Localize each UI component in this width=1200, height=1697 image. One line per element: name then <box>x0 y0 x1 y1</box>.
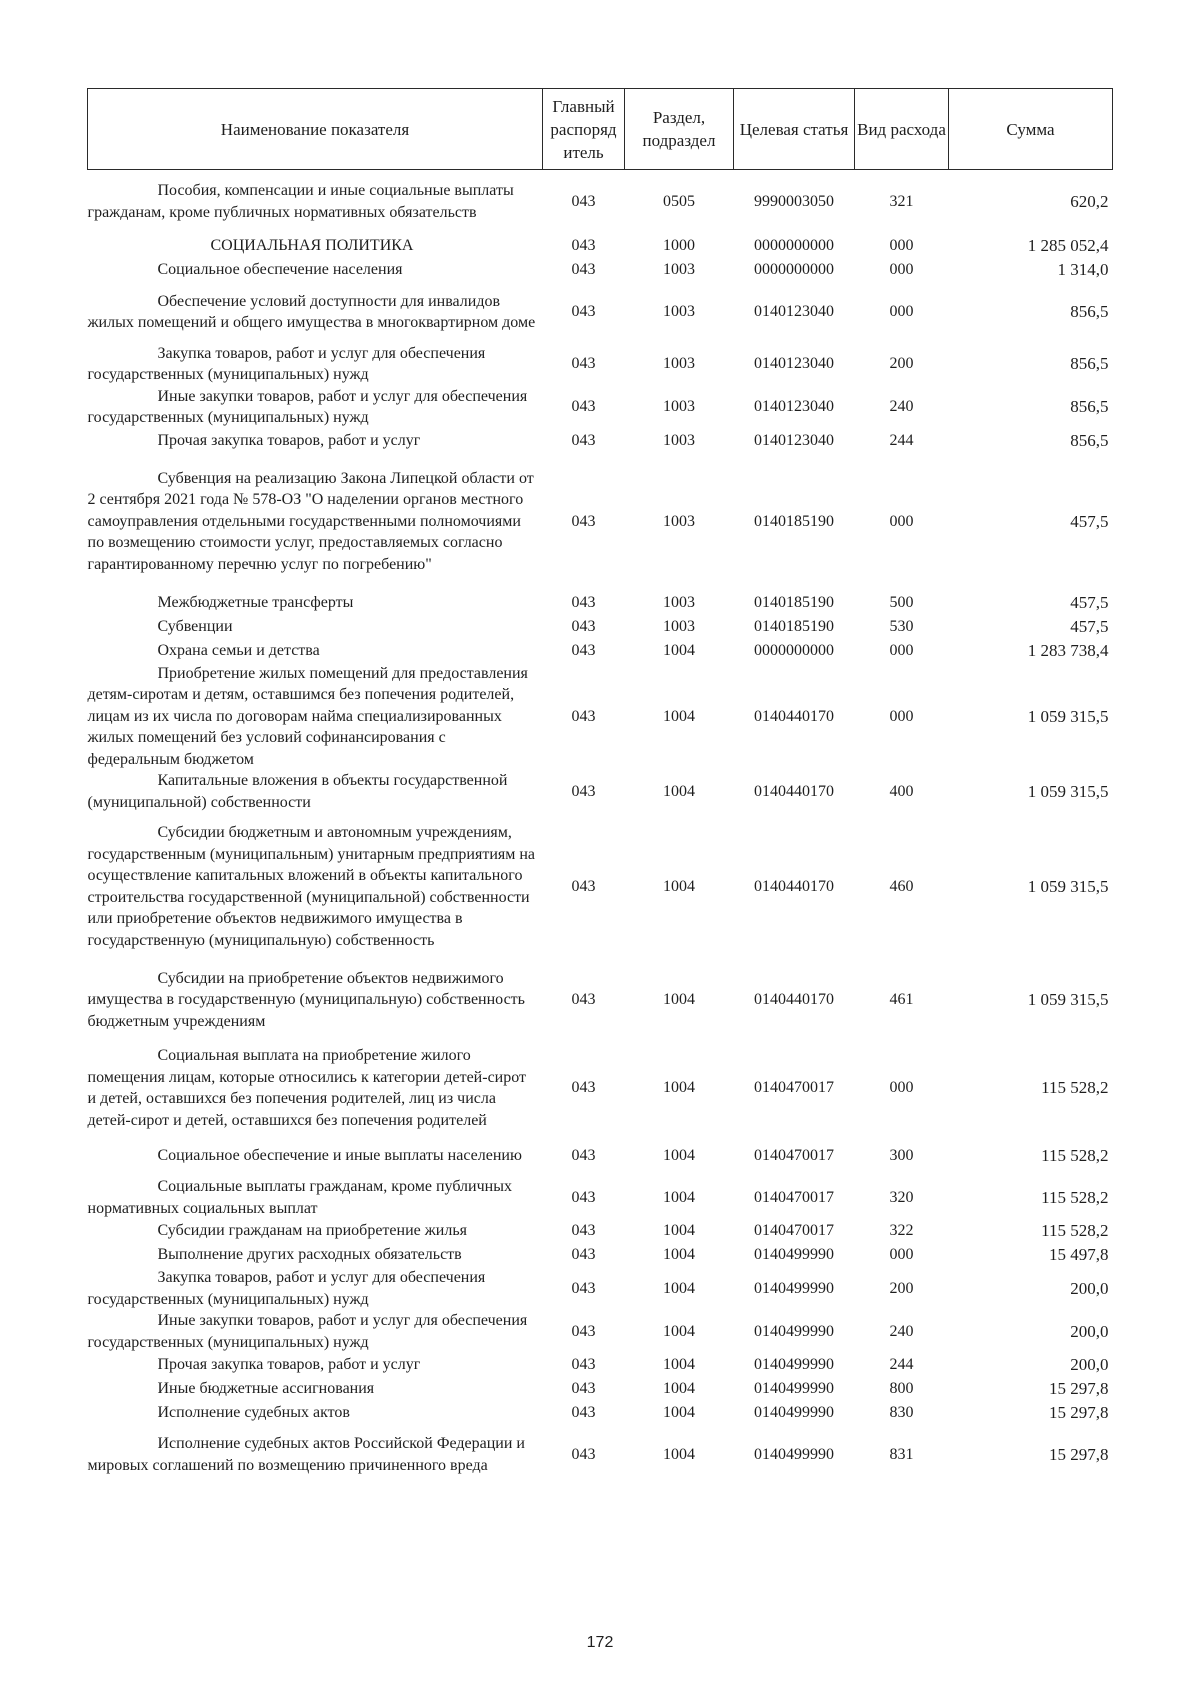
row-expense-kind: 000 <box>889 641 914 659</box>
table-row <box>88 234 1113 258</box>
row-section: 1003 <box>663 512 695 530</box>
table-row <box>88 429 1113 453</box>
row-target-article: 0140499990 <box>754 1404 834 1422</box>
row-grbs: 043 <box>571 1279 596 1297</box>
row-expense-kind: 322 <box>889 1222 914 1240</box>
row-name: Социальная выплата на приобретение жилого помещения лицам, которые относились к категории детей-сирот и детей, оставшихся без попечения родителей, лиц из числа детей-сирот и детей, оставшихся без попечения родителей <box>87 1047 527 1129</box>
row-target-article: 0140440170 <box>754 877 834 895</box>
row-target-article: 0140185190 <box>754 617 834 635</box>
table-row <box>88 258 1113 282</box>
row-name: Обеспечение условий доступности для инвалидов жилых помещений и общего имущества в многоквартирном доме <box>87 292 536 331</box>
row-name: Иные закупки товаров, работ и услуг для обеспечения государственных (муниципальных) нужд <box>87 387 528 426</box>
row-expense-kind: 320 <box>889 1188 914 1206</box>
row-section: 1004 <box>663 707 695 725</box>
table-row <box>88 1310 1113 1353</box>
row-target-article: 0140123040 <box>754 398 834 416</box>
row-sum: 15 297,8 <box>1049 1403 1109 1423</box>
table-row <box>88 1401 1113 1425</box>
header-target: Целевая статья <box>734 89 855 170</box>
row-section: 1004 <box>663 782 695 800</box>
table-row <box>88 282 1113 343</box>
table-row <box>88 1136 1113 1176</box>
row-section: 1004 <box>663 1356 695 1374</box>
row-name: Прочая закупка товаров, работ и услуг <box>157 431 421 449</box>
row-section: 1000 <box>663 236 695 254</box>
row-expense-kind: 000 <box>889 236 914 254</box>
row-target-article: 0140123040 <box>754 431 834 449</box>
row-grbs: 043 <box>571 355 596 373</box>
row-section: 1003 <box>663 431 695 449</box>
row-name: Иные закупки товаров, работ и услуг для обеспечения государственных (муниципальных) нужд <box>87 1312 528 1351</box>
row-name: Субвенция на реализацию Закона Липецкой области от 2 сентября 2021 года № 578-ОЗ "О наделении органов местного самоуправления отдельными государственными полномочиями по возмещению стоимости услуг, предоставляемых согласно гарантированному перечню услуг по погребению" <box>87 469 534 573</box>
row-grbs: 043 <box>571 398 596 416</box>
row-target-article: 0140499990 <box>754 1356 834 1374</box>
row-section: 1003 <box>663 355 695 373</box>
row-name: Субсидии бюджетным и автономным учреждениям, государственным (муниципальным) унитарным предприятиям на осуществление капитальных вложений в объекты капитального строительства государственной (муниципальной) собственности или приобретение объектов недвижимого имущества в государственную (муниципальную) собственность <box>87 824 536 949</box>
row-expense-kind: 000 <box>889 1246 914 1264</box>
row-grbs: 043 <box>571 1147 596 1165</box>
row-name: Иные бюджетные ассигнования <box>157 1380 375 1398</box>
row-sum: 115 528,2 <box>1041 1187 1109 1207</box>
row-expense-kind: 240 <box>889 398 914 416</box>
row-expense-kind: 800 <box>889 1380 914 1398</box>
table-row <box>88 1425 1113 1484</box>
row-section: 1004 <box>663 1445 695 1463</box>
row-target-article: 0140123040 <box>754 355 834 373</box>
row-sum: 1 059 315,5 <box>1027 706 1109 726</box>
row-section: 1004 <box>663 1246 695 1264</box>
row-section: 1004 <box>663 877 695 895</box>
row-target-article: 0000000000 <box>754 641 834 659</box>
row-sum: 115 528,2 <box>1041 1221 1109 1241</box>
row-name: Пособия, компенсации и иные социальные выплаты гражданам, кроме публичных нормативных обязательств <box>87 182 514 221</box>
table-row <box>88 770 1113 813</box>
row-target-article: 0140470017 <box>754 1147 834 1165</box>
header-name: Наименование показателя <box>88 89 543 170</box>
table-row <box>88 1353 1113 1377</box>
row-grbs: 043 <box>571 1380 596 1398</box>
table-row <box>88 343 1113 386</box>
row-grbs: 043 <box>571 236 596 254</box>
row-name: Субсидии на приобретение объектов недвижимого имущества в государственную (муниципальную) собственность бюджетным учреждениям <box>87 969 525 1030</box>
row-expense-kind: 200 <box>889 1279 914 1297</box>
row-name: Прочая закупка товаров, работ и услуг <box>157 1356 421 1374</box>
row-grbs: 043 <box>571 617 596 635</box>
row-expense-kind: 244 <box>889 431 914 449</box>
row-section: 0505 <box>663 193 695 210</box>
header-kind: Вид расхода <box>855 89 949 170</box>
row-expense-kind: 000 <box>889 260 914 278</box>
row-name: Приобретение жилых помещений для предоставления детям-сиротам и детям, оставшимся без попечения родителей, лицам из их числа по договорам найма специализированных жилых помещений без условий софинансирования с федеральным бюджетом <box>87 664 528 768</box>
row-name: Исполнение судебных актов <box>157 1404 350 1422</box>
row-name: Социальное обеспечение населения <box>157 260 403 278</box>
row-expense-kind: 000 <box>889 1079 914 1097</box>
row-section: 1004 <box>663 1188 695 1206</box>
row-sum: 115 528,2 <box>1041 1078 1109 1098</box>
row-expense-kind: 321 <box>889 193 914 210</box>
row-target-article: 0140499990 <box>754 1380 834 1398</box>
row-expense-kind: 000 <box>889 707 914 725</box>
row-sum: 15 497,8 <box>1049 1245 1109 1265</box>
row-grbs: 043 <box>571 1222 596 1240</box>
table-row <box>88 663 1113 771</box>
row-target-article: 0140470017 <box>754 1079 834 1097</box>
row-section: 1004 <box>663 1279 695 1297</box>
row-target-article: 0140185190 <box>754 512 834 530</box>
row-sum: 856,5 <box>1070 430 1109 450</box>
table-row <box>88 960 1113 1040</box>
row-sum: 1 314,0 <box>1057 259 1109 279</box>
table-row <box>88 639 1113 663</box>
table-row <box>88 615 1113 639</box>
row-sum: 457,5 <box>1070 616 1109 636</box>
row-expense-kind: 200 <box>889 355 914 373</box>
row-expense-kind: 400 <box>889 782 914 800</box>
row-name: Исполнение судебных актов Российской Федерации и мировых соглашений по возмещению причиненного вреда <box>87 1435 525 1474</box>
row-section: 1003 <box>663 260 695 278</box>
row-grbs: 043 <box>571 877 596 895</box>
row-sum: 200,0 <box>1070 1355 1109 1375</box>
table-row <box>88 1377 1113 1401</box>
row-expense-kind: 460 <box>889 877 914 895</box>
row-target-article: 0000000000 <box>754 236 834 254</box>
row-section: 1003 <box>663 398 695 416</box>
page-number: 172 <box>586 1634 614 1651</box>
row-sum: 620,2 <box>1070 192 1109 211</box>
row-target-article: 0000000000 <box>754 260 834 278</box>
row-section: 1004 <box>663 1222 695 1240</box>
row-expense-kind: 831 <box>889 1445 914 1463</box>
row-name: Социальные выплаты гражданам, кроме публичных нормативных социальных выплат <box>87 1178 512 1217</box>
row-grbs: 043 <box>571 641 596 659</box>
row-sum: 115 528,2 <box>1041 1146 1109 1166</box>
row-grbs: 043 <box>571 1356 596 1374</box>
row-grbs: 043 <box>571 1322 596 1340</box>
row-sum: 200,0 <box>1070 1278 1109 1298</box>
row-target-article: 0140470017 <box>754 1222 834 1240</box>
header-section: Раздел, подраздел <box>625 89 734 170</box>
row-expense-kind: 830 <box>889 1404 914 1422</box>
table-row <box>88 1219 1113 1243</box>
row-grbs: 043 <box>571 991 596 1009</box>
row-sum: 1 283 738,4 <box>1027 640 1109 660</box>
row-sum: 1 285 052,4 <box>1027 235 1109 255</box>
row-grbs: 043 <box>571 1445 596 1463</box>
row-expense-kind: 500 <box>889 593 914 611</box>
row-name: Выполнение других расходных обязательств <box>157 1246 462 1264</box>
row-name: СОЦИАЛЬНАЯ ПОЛИТИКА <box>210 236 414 254</box>
row-grbs: 043 <box>571 303 596 321</box>
row-target-article: 0140440170 <box>754 707 834 725</box>
row-section: 1004 <box>663 641 695 659</box>
row-target-article: 0140499990 <box>754 1322 834 1340</box>
row-sum: 15 297,8 <box>1049 1444 1109 1464</box>
row-grbs: 043 <box>571 1188 596 1206</box>
row-target-article: 0140440170 <box>754 782 834 800</box>
row-target-article: 0140470017 <box>754 1188 834 1206</box>
row-grbs: 043 <box>571 1404 596 1422</box>
row-target-article: 0140499990 <box>754 1246 834 1264</box>
row-expense-kind: 000 <box>889 512 914 530</box>
row-section: 1004 <box>663 1079 695 1097</box>
row-grbs: 043 <box>571 512 596 530</box>
table-row <box>88 1243 1113 1267</box>
row-target-article: 0140499990 <box>754 1445 834 1463</box>
row-name: Охрана семьи и детства <box>157 641 320 659</box>
row-sum: 1 059 315,5 <box>1027 876 1109 896</box>
header-grbs: Главный распоряд итель <box>543 89 625 170</box>
table-row <box>88 453 1113 591</box>
row-section: 1003 <box>663 303 695 321</box>
table-body <box>88 170 1113 1485</box>
row-sum: 457,5 <box>1070 592 1109 612</box>
row-grbs: 043 <box>571 431 596 449</box>
row-name: Субвенции <box>157 617 233 635</box>
row-grbs: 043 <box>571 593 596 611</box>
table-row <box>88 170 1113 234</box>
table-row <box>88 591 1113 615</box>
table-row <box>88 1176 1113 1219</box>
table-header <box>88 89 1113 170</box>
row-grbs: 043 <box>571 1246 596 1264</box>
row-sum: 15 297,8 <box>1049 1379 1109 1399</box>
row-name: Закупка товаров, работ и услуг для обеспечения государственных (муниципальных) нужд <box>87 1269 486 1308</box>
row-target-article: 0140123040 <box>754 303 834 321</box>
header-sum: Сумма <box>949 89 1113 170</box>
row-expense-kind: 530 <box>889 617 914 635</box>
row-sum: 856,5 <box>1070 302 1109 322</box>
row-section: 1004 <box>663 991 695 1009</box>
row-expense-kind: 240 <box>889 1322 914 1340</box>
row-section: 1003 <box>663 593 695 611</box>
row-name: Межбюджетные трансферты <box>157 593 354 611</box>
budget-table <box>87 88 1113 1484</box>
row-sum: 856,5 <box>1070 397 1109 417</box>
row-sum: 457,5 <box>1070 511 1109 531</box>
row-grbs: 043 <box>571 707 596 725</box>
row-section: 1004 <box>663 1147 695 1165</box>
row-section: 1004 <box>663 1404 695 1422</box>
row-expense-kind: 000 <box>889 303 914 321</box>
row-grbs: 043 <box>571 782 596 800</box>
row-expense-kind: 300 <box>889 1147 914 1165</box>
row-name: Капитальные вложения в объекты государственной (муниципальной) собственности <box>87 772 508 811</box>
row-section: 1004 <box>663 1380 695 1398</box>
table-row <box>88 1267 1113 1310</box>
row-sum: 1 059 315,5 <box>1027 990 1109 1010</box>
row-name: Закупка товаров, работ и услуг для обеспечения государственных (муниципальных) нужд <box>87 344 486 383</box>
row-grbs: 043 <box>571 260 596 278</box>
row-grbs: 043 <box>571 193 596 210</box>
row-expense-kind: 461 <box>889 991 914 1009</box>
row-target-article: 9990003050 <box>754 193 834 210</box>
table-row <box>88 1040 1113 1136</box>
row-target-article: 0140185190 <box>754 593 834 611</box>
row-sum: 200,0 <box>1070 1321 1109 1341</box>
row-section: 1004 <box>663 1322 695 1340</box>
row-expense-kind: 244 <box>889 1356 914 1374</box>
row-sum: 1 059 315,5 <box>1027 781 1109 801</box>
table-row <box>88 386 1113 429</box>
row-name: Социальное обеспечение и иные выплаты населению <box>157 1147 522 1165</box>
row-section: 1003 <box>663 617 695 635</box>
row-sum: 856,5 <box>1070 354 1109 374</box>
row-target-article: 0140440170 <box>754 991 834 1009</box>
table-row <box>88 813 1113 960</box>
row-grbs: 043 <box>571 1079 596 1097</box>
row-name: Субсидии гражданам на приобретение жилья <box>157 1222 467 1240</box>
row-target-article: 0140499990 <box>754 1279 834 1297</box>
